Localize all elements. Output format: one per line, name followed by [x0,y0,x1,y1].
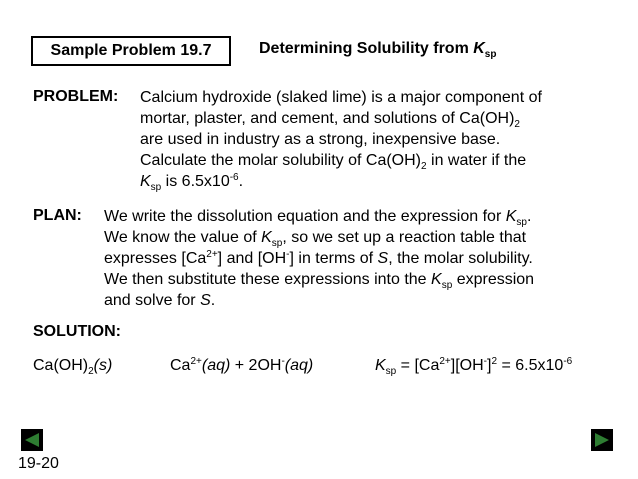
problem-line-2-text: mortar, plaster, and cement, and solutions of Ca(OH) [140,110,515,127]
reactant-formula [33,357,112,375]
ksp-text-b: ][OH [450,357,484,374]
problem-label: PROBLEM: [33,88,119,105]
plan-line-1 [104,206,534,227]
plan-line-4-text-b: expression [452,271,535,288]
plan-line-4-k: K [431,271,442,288]
reactant-text: Ca(OH) [33,357,89,374]
triangle-right-icon [594,432,610,448]
products-formula [170,357,313,375]
ksp-sup-4: -6 [563,356,573,367]
plan-line-1-end: . [526,208,532,225]
problem-line-5-k: K [140,173,151,190]
product-ca-text: Ca [170,357,191,374]
plan-line-4-sub: sp [441,280,453,291]
problem-line-5-exp: -6 [229,172,239,183]
problem-line-5-sub: sp [150,182,162,193]
sample-problem-text: Sample Problem 19.7 [50,42,212,59]
sample-problem-label [31,36,231,66]
previous-slide-button[interactable] [21,429,43,451]
problem-line-1-text: Calcium hydroxide (slaked lime) is a major component of [140,89,542,106]
ksp-sup-3: 2 [491,356,498,367]
plan-label: PLAN: [33,207,82,224]
problem-line-5-end: . [238,173,244,190]
plan-line-3-sup-1: 2+ [206,249,218,260]
ksp-text-c: ] [487,357,492,374]
ksp-sup-2: - [483,356,488,367]
problem-text [140,87,542,192]
plan-line-2 [104,227,534,248]
plan-line-3-s: S [377,250,389,267]
problem-line-4-sub: 2 [421,161,427,172]
plan-line-3-sup-2: - [286,249,290,260]
problem-line-1 [140,87,542,108]
plan-line-3-text-b: ] and [OH [217,250,287,267]
plan-line-5-s: S [200,292,211,309]
slide-title-k: K [473,40,485,57]
plan-line-3-text-c: ] in terms of [289,250,378,267]
product-ca-sup: 2+ [190,356,202,367]
product-oh-sup: - [281,356,285,367]
plan-text [104,206,534,311]
reactant-sub: 2 [88,366,94,377]
plan-line-1-text: We write the dissolution equation and the expression for [104,208,506,225]
ksp-sup-1: 2+ [439,356,451,367]
problem-line-4-text-a: Calculate the molar solubility of Ca(OH) [140,152,421,169]
plan-line-5 [104,290,534,311]
problem-line-2-sub: 2 [514,119,520,130]
next-slide-button[interactable] [591,429,613,451]
problem-line-5 [140,171,542,192]
ksp-expression [375,357,572,375]
plan-line-2-text-a: We know the value of [104,229,262,246]
problem-line-4 [140,150,542,171]
plan-line-4 [104,269,534,290]
ksp-text-d: = 6.5x10 [497,357,564,374]
plan-line-2-sub: sp [271,238,283,249]
problem-line-5-text: is 6.5x10 [161,173,230,190]
ksp-text-a: = [Ca [396,357,440,374]
plan-line-1-sub: sp [516,217,527,228]
page-number: 19-20 [18,455,59,472]
problem-line-4-text-b: in water if the [426,152,527,169]
ksp-k: K [375,357,386,374]
product-oh-text: + 2OH [230,357,282,374]
plan-line-4-text-a: We then substitute these expressions into the [104,271,432,288]
product-oh-state: (aq) [284,357,314,374]
plan-line-2-text-b: , so we set up a reaction table that [282,229,527,246]
slide-title [259,40,496,58]
plan-line-3 [104,248,534,269]
plan-line-5-text: and solve for [104,292,201,309]
product-ca-state: (aq) [201,357,231,374]
problem-line-2 [140,108,542,129]
ksp-sub: sp [385,366,397,377]
solution-label: SOLUTION: [33,323,121,340]
plan-line-5-end: . [210,292,216,309]
problem-line-3-text: are used in industry as a strong, inexpensive base. [140,131,501,148]
slide-title-sub: sp [484,49,497,60]
slide-title-text: Determining Solubility from [259,40,474,57]
plan-line-2-k: K [261,229,272,246]
plan-line-3-text-d: , the molar solubility. [388,250,533,267]
plan-line-1-k: K [505,208,517,225]
problem-line-3 [140,129,542,150]
triangle-left-icon [24,432,40,448]
reactant-state: (s) [93,357,113,374]
plan-line-3-text-a: expresses [Ca [104,250,207,267]
